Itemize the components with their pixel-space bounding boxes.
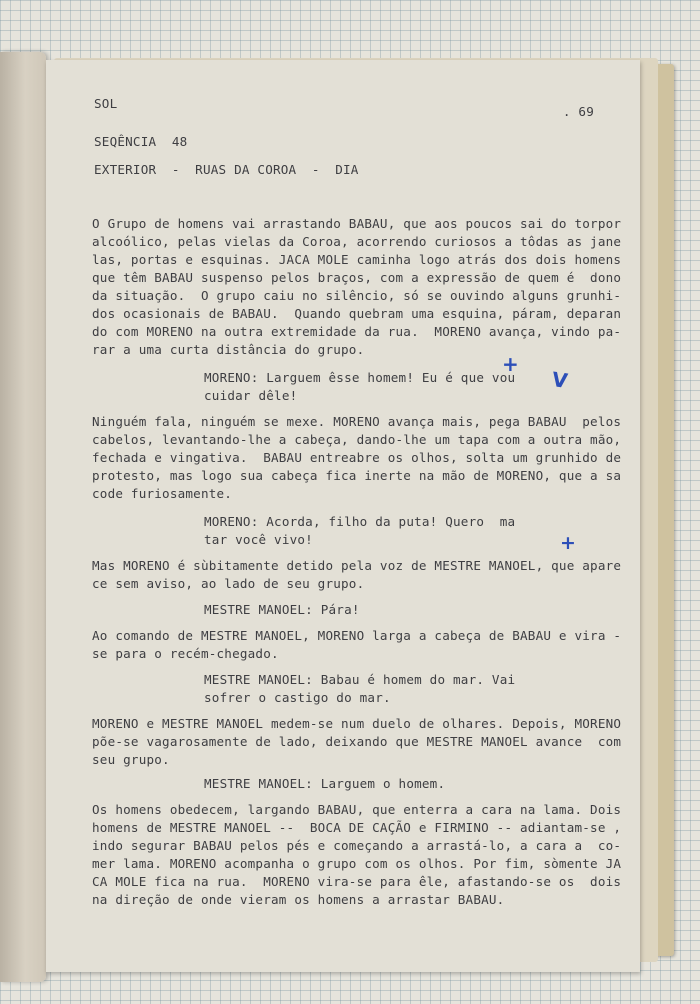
body-line: las, portas e esquinas. JACA MOLE caminha logo atrás dos dois homens xyxy=(92,252,622,267)
body-line: code furiosamente. xyxy=(92,486,233,501)
body-line: CA MOLE fica na rua. MORENO vira-se para êle, afastando-se os dois xyxy=(92,874,622,889)
body-line: mer lama. MORENO acompanha o grupo com os olhos. Por fim, sòmente JA xyxy=(92,856,622,871)
body-line: ce sem aviso, ao lado de seu grupo. xyxy=(92,576,365,591)
body-line: MORENO e MESTRE MANOEL medem-se num duelo de olhares. Depois, MORENO xyxy=(92,716,622,731)
pen-mark-check: V xyxy=(550,367,570,393)
sequence-number: SEQÊNCIA 48 xyxy=(94,134,188,149)
header-title: SOL xyxy=(94,96,118,111)
body-line: protesto, mas logo sua cabeça fica inerte na mão de MORENO, que a sa xyxy=(92,468,622,483)
body-line: Os homens obedecem, largando BABAU, que enterra a cara na lama. Dois xyxy=(92,802,622,817)
body-line: indo segurar BABAU pelos pés e começando a arrastá-lo, a cara a co- xyxy=(92,838,622,853)
body-line: que têm BABAU suspenso pelos braços, com a expressão de quem é dono xyxy=(92,270,622,285)
script-page xyxy=(46,60,640,972)
binder-cover xyxy=(0,52,46,982)
pen-mark-plus: + xyxy=(502,352,519,376)
body-line: põe-se vagarosamente de lado, deixando que MESTRE MANOEL avance com xyxy=(92,734,622,749)
body-line: Mas MORENO é sùbitamente detido pela voz de MESTRE MANOEL, que apare xyxy=(92,558,622,573)
dialogue-line: sofrer o castigo do mar. xyxy=(204,690,391,705)
body-line: se para o recém-chegado. xyxy=(92,646,279,661)
body-line: dos ocasionais de BABAU. Quando quebram uma esquina, páram, deparan xyxy=(92,306,622,321)
dialogue-line: MORENO: Larguem êsse homem! Eu é que vou xyxy=(204,370,516,385)
dialogue-line: MESTRE MANOEL: Larguem o homem. xyxy=(204,776,446,791)
body-line: rar a uma curta distância do grupo. xyxy=(92,342,365,357)
body-line: cabelos, levantando-lhe a cabeça, dando-lhe um tapa com a outra mão, xyxy=(92,432,622,447)
body-line: na direção de onde vieram os homens a arrastar BABAU. xyxy=(92,892,505,907)
body-line: Ninguém fala, ninguém se mexe. MORENO avança mais, pega BABAU pelos xyxy=(92,414,622,429)
body-line: O Grupo de homens vai arrastando BABAU, que aos poucos sai do torpor xyxy=(92,216,622,231)
body-line: homens de MESTRE MANOEL -- BOCA DE CAÇÃO e FIRMINO -- adiantam-se , xyxy=(92,820,622,835)
body-line: seu grupo. xyxy=(92,752,170,767)
body-line: Ao comando de MESTRE MANOEL, MORENO larga a cabeça de BABAU e vira - xyxy=(92,628,622,643)
pen-mark-plus: + xyxy=(560,532,576,554)
page-number: . 69 xyxy=(562,104,594,119)
dialogue-line: MESTRE MANOEL: Babau é homem do mar. Vai xyxy=(204,672,516,687)
body-line: da situação. O grupo caiu no silêncio, só se ouvindo alguns grunhi- xyxy=(92,288,622,303)
body-line: do com MORENO na outra extremidade da rua. MORENO avança, vindo pa- xyxy=(92,324,622,339)
dialogue-line: tar você vivo! xyxy=(204,532,313,547)
dialogue-line: MORENO: Acorda, filho da puta! Quero ma xyxy=(204,514,516,529)
scene-heading: EXTERIOR - RUAS DA COROA - DIA xyxy=(94,162,359,177)
body-line: fechada e vingativa. BABAU entreabre os olhos, solta um grunhido de xyxy=(92,450,622,465)
dialogue-line: cuidar dêle! xyxy=(204,388,298,403)
body-line: alcoólico, pelas vielas da Coroa, acorrendo curiosos a tôdas as jane xyxy=(92,234,622,249)
dialogue-line: MESTRE MANOEL: Pára! xyxy=(204,602,360,617)
